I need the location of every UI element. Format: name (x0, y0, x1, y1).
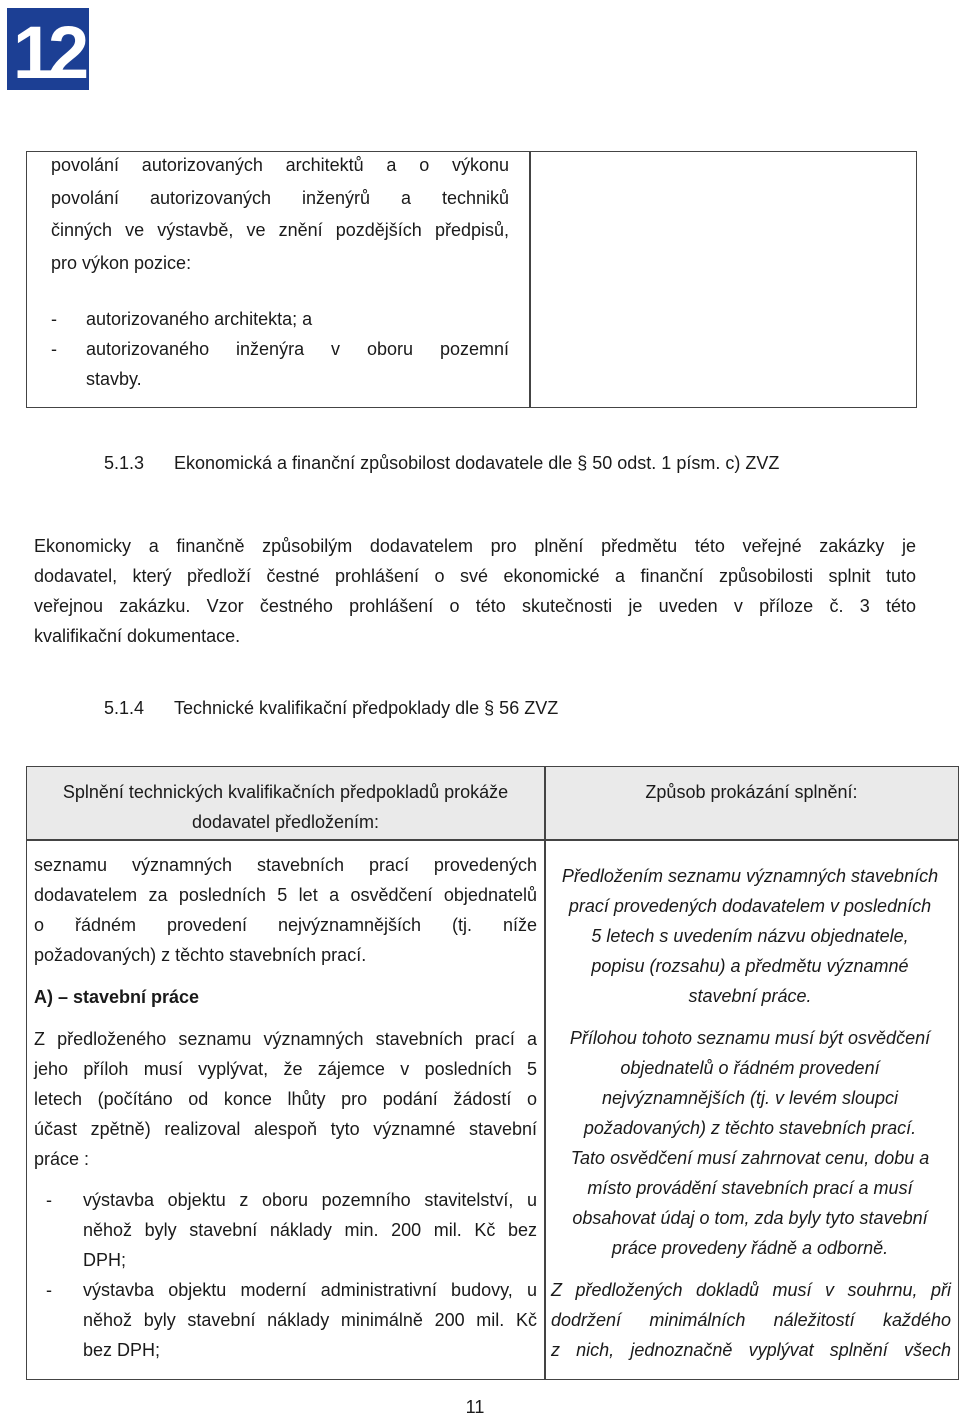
left-line: Z předloženého seznamu významných stavebních prací a (34, 1029, 537, 1049)
paragraph-line: dodavatel, který předloží čestné prohlášení o své ekonomické a finanční způsobilosti splnit tuto (34, 566, 916, 586)
top-table-line: povolání autorizovaných architektů a o výkonu (51, 155, 509, 175)
left-line: o řádném provedení nejvýznamnějších (tj. níže (34, 915, 537, 935)
right-line: požadovaných) z těchto stavebních prací. (583, 1118, 917, 1138)
left-line: letech (počítáno od konce lhůty pro podání žádostí o (34, 1089, 537, 1109)
right-line: Předložením seznamu významných stavebních (561, 866, 939, 886)
bullet-text: DPH; (83, 1250, 127, 1270)
right-line: práce provedeny řádně a odborně. (611, 1238, 889, 1258)
top-table-line: činných ve výstavbě, ve znění pozdějších předpisů, (51, 220, 509, 240)
logo-12 (7, 8, 89, 90)
right-line: obsahovat údaj o tom, zda byly tyto stavební (572, 1208, 928, 1228)
bullet-text: bez DPH; (83, 1340, 161, 1360)
right-line: 5 letech s uvedením názvu objednatele, (591, 926, 909, 946)
paragraph-line: kvalifikační dokumentace. (34, 626, 241, 646)
left-heading: A) – stavební práce (34, 987, 200, 1007)
bullet-text: stavby. (86, 369, 142, 389)
right-line: Z předložených dokladů musí v souhrnu, při (551, 1280, 951, 1300)
header-left: dodavatel předložením: (191, 812, 380, 832)
bullet-text: výstavba objektu z oboru pozemního stavitelství, u (83, 1190, 537, 1210)
left-line: jeho příloh musí vyplývat, že zájemce v posledních 5 (34, 1059, 537, 1079)
right-line: nejvýznamnějších (tj. v levém sloupci (601, 1088, 899, 1108)
right-line: popisu (rozsahu) a předmětu významné (591, 956, 909, 976)
section-title: Ekonomická a finanční způsobilost dodavatele dle § 50 odst. 1 písm. c) ZVZ (174, 453, 780, 473)
page-number: 11 (465, 1397, 485, 1417)
section-number: 5.1.3 (104, 453, 145, 473)
paragraph-line: veřejnou zakázku. Vzor čestného prohlášení o této skutečnosti je uveden v příloze č. 3 této (34, 596, 916, 616)
top-table-line: pro výkon pozice: (51, 253, 192, 273)
right-line: dodržení minimálních náležitostí každého (551, 1310, 951, 1330)
logo-number: 12 (12, 11, 84, 90)
left-line: požadovaných) z těchto stavebních prací. (34, 945, 367, 965)
header-left: Splnění technických kvalifikačních předpokladů prokáže (62, 782, 509, 802)
bullet-text: výstavba objektu moderní administrativní budovy, u (83, 1280, 537, 1300)
left-line: práce : (34, 1149, 90, 1169)
right-line: z nich, jednoznačně vyplývat splnění všech (551, 1340, 951, 1360)
bullet-dash: - (51, 339, 57, 359)
paragraph-line: Ekonomicky a finančně způsobilým dodavatelem pro plnění předmětu této veřejné zakázky je (34, 536, 916, 556)
bullet-dash: - (46, 1280, 52, 1300)
header-right: Způsob prokázání splnění: (645, 782, 858, 802)
top-table-line: povolání autorizovaných inženýrů a techniků (51, 188, 509, 208)
bullet-text: něhož byly stavební náklady minimálně 200 mil. Kč (83, 1310, 537, 1330)
left-line: účast zpětně) realizoval alespoň tyto významné stavební (34, 1119, 537, 1139)
left-line: dodavatelem za posledních 5 let a osvědčení objednatelů (34, 885, 537, 905)
right-line: místo provádění stavebních prací a musí (587, 1178, 913, 1198)
right-line: prací provedených dodavatelem v posledních (568, 896, 932, 916)
bullet-dash: - (51, 309, 57, 329)
right-line: objednatelů o řádném provedení (620, 1058, 880, 1078)
bullet-dash: - (46, 1190, 52, 1210)
right-line: Přílohou tohoto seznamu musí být osvědčení (569, 1028, 931, 1048)
bullet-text: autorizovaného architekta; a (86, 309, 313, 329)
section-title: Technické kvalifikační předpoklady dle § 56 ZVZ (174, 698, 559, 718)
bullet-text: autorizovaného inženýra v oboru pozemní (86, 339, 509, 359)
right-line: Tato osvědčení musí zahrnovat cenu, dobu a (570, 1148, 930, 1168)
right-line: stavební práce. (688, 986, 812, 1006)
bullet-text: něhož byly stavební náklady min. 200 mil. Kč bez (83, 1220, 537, 1240)
left-line: seznamu významných stavebních prací provedených (34, 855, 537, 875)
section-number: 5.1.4 (104, 698, 145, 718)
